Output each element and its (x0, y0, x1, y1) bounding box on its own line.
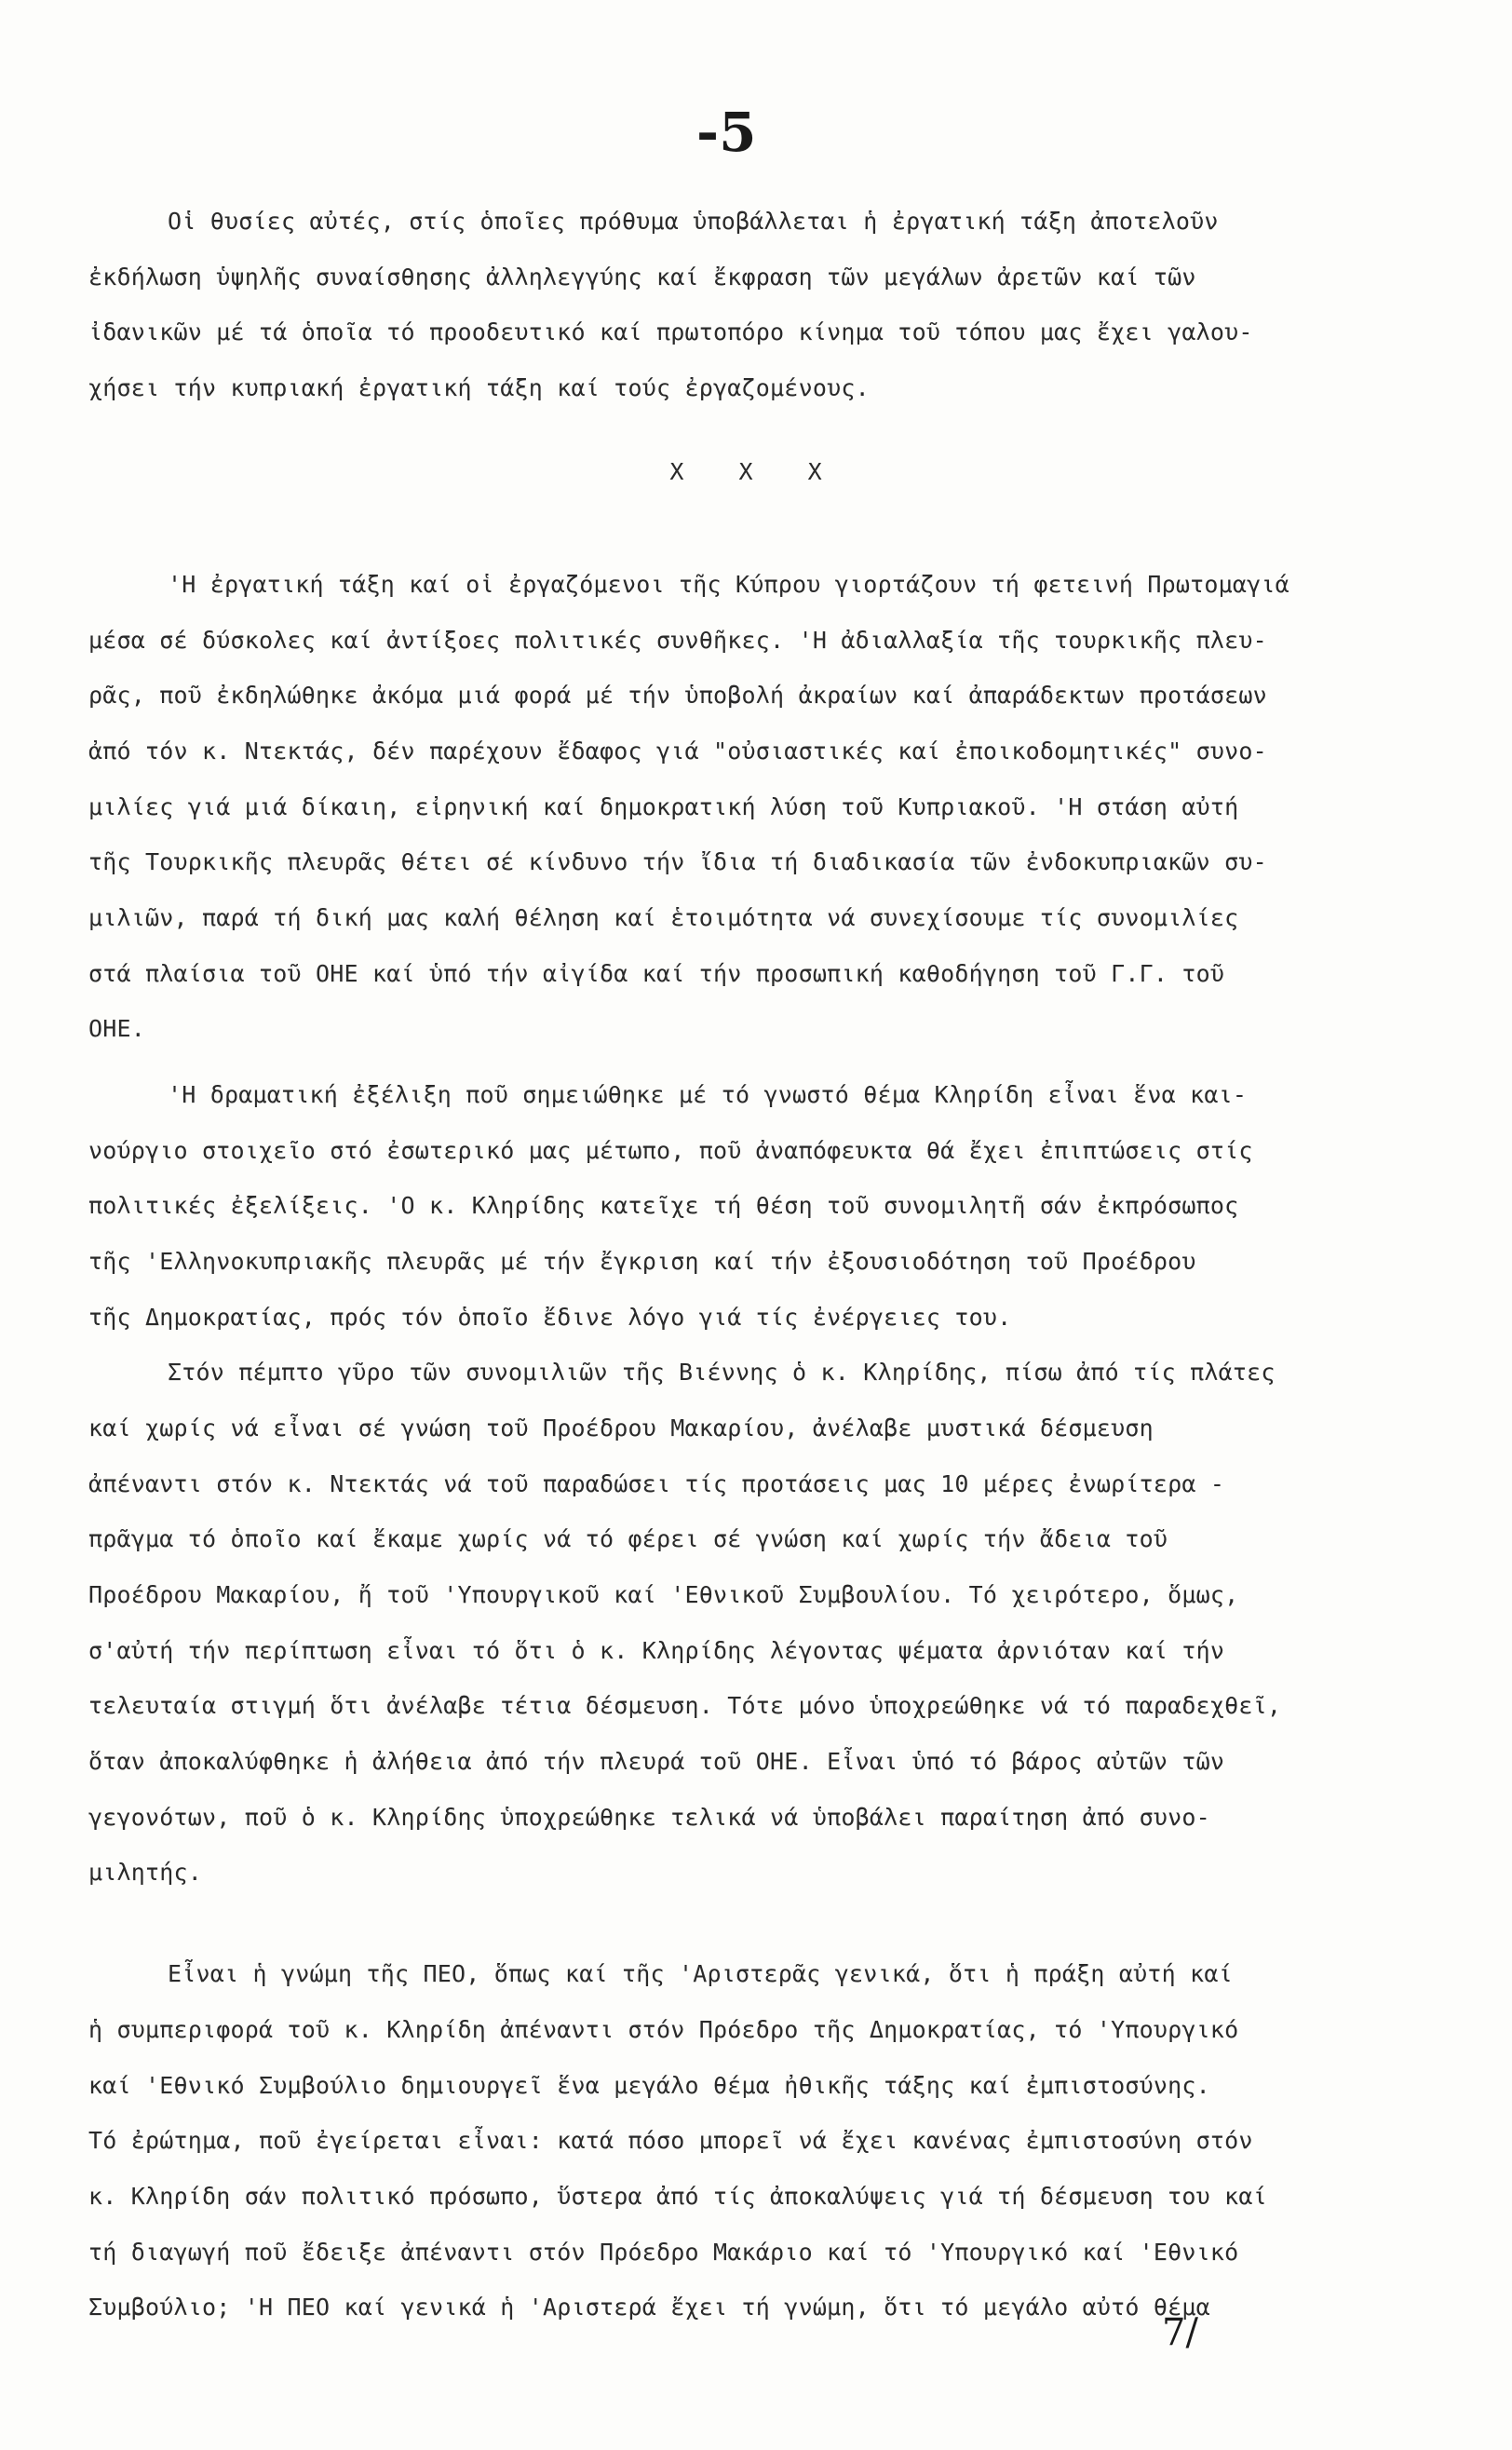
text-line: γεγονότων, ποῦ ὁ κ. Κληρίδης ὑποχρεώθηκε τελικά νά ὑποβάλει παραίτηση ἀπό συνο- (88, 1804, 1210, 1831)
text-line: ρᾶς, ποῦ ἐκδηλώθηκε ἀκόμα μιά φορά μέ τήν ὑποβολή ἀκραίων καί ἀπαράδεκτων προτάσεων (88, 682, 1267, 709)
text-line: καί χωρίς νά εἶναι σέ γνώση τοῦ Προέδρου Μακαρίου, ἀνέλαβε μυστικά δέσμευση (88, 1415, 1154, 1442)
text-line: μέσα σέ δύσκολες καί ἀντίξοες πολιτικές συνθῆκες. 'Η ἀδιαλλαξία τῆς τουρκικῆς πλευ- (88, 627, 1267, 654)
text-line: ἡ συμπεριφορά τοῦ κ. Κληρίδη ἀπέναντι στόν Πρόεδρο τῆς Δημοκρατίας, τό 'Υπουργικό (88, 2016, 1239, 2043)
text-line: μιλίες γιά μιά δίκαιη, εἰρηνική καί δημοκρατική λύση τοῦ Κυπριακοῦ. 'Η στάση αὐτή (88, 793, 1239, 820)
text-line: καί 'Εθνικό Συμβούλιο δημιουργεῖ ἕνα μεγάλο θέμα ἠθικῆς τάξης καί ἐμπιστοσύνης. (88, 2072, 1210, 2099)
text-line: τῆς Δημοκρατίας, πρός τόν ὁποῖο ἔδινε λόγο γιά τίς ἐνέργειες του. (88, 1304, 1012, 1331)
text-line: κ. Κληρίδη σάν πολιτικό πρόσωπο, ὕστερα ἀπό τίς ἀποκαλύψεις γιά τή δέσμευση του καί (88, 2183, 1267, 2210)
text-line: Προέδρου Μακαρίου, ἤ τοῦ 'Υπουργικοῦ καί 'Εθνικοῦ Συμβουλίου. Τό χειρότερο, ὅμως, (88, 1581, 1239, 1608)
text-line: μιλιῶν, παρά τή δική μας καλή θέληση καί ἑτοιμότητα νά συνεχίσουμε τίς συνομιλίες (88, 904, 1239, 931)
text-line: ἀπέναντι στόν κ. Ντεκτάς νά τοῦ παραδώσει τίς προτάσεις μας 10 μέρες ἐνωρίτερα - (88, 1470, 1225, 1497)
text-line: ὅταν ἀποκαλύφθηκε ἡ ἀλήθεια ἀπό τήν πλευρά τοῦ ΟΗΕ. Εἶναι ὑπό τό βάρος αὐτῶν τῶν (88, 1748, 1225, 1775)
text-line: μιλητής. (88, 1859, 203, 1886)
text-line: 'Η δραματική ἐξέλιξη ποῦ σημειώθηκε μέ τό γνωστό θέμα Κληρίδη εἶναι ἕνα και- (168, 1081, 1248, 1108)
text-line: τῆς Τουρκικῆς πλευρᾶς θέτει σέ κίνδυνο τήν ἴδια τή διαδικασία τῶν ἐνδοκυπριακῶν συ- (88, 848, 1267, 875)
text-line: ἰδανικῶν μέ τά ὁποῖα τό προοδευτικό καί πρωτοπόρο κίνημα τοῦ τόπου μας ἔχει γαλου- (88, 318, 1253, 345)
text-line: πρᾶγμα τό ὁποῖο καί ἔκαμε χωρίς νά τό φέρει σέ γνώση καί χωρίς τήν ἄδεια τοῦ (88, 1525, 1168, 1552)
text-line: στά πλαίσια τοῦ ΟΗΕ καί ὑπό τήν αἰγίδα καί τήν προσωπική καθοδήγηση τοῦ Γ.Γ. τοῦ (88, 960, 1225, 987)
section-separator: X X X (669, 458, 843, 485)
text-line: τῆς 'Ελληνοκυπριακῆς πλευρᾶς μέ τήν ἔγκριση καί τήν ἐξουσιοδότηση τοῦ Προέδρου (88, 1248, 1196, 1275)
text-line: σ'αὐτή τήν περίπτωση εἶναι τό ὅτι ὁ κ. Κληρίδης λέγοντας ψέματα ἀρνιόταν καί τήν (88, 1637, 1225, 1664)
text-line: Στόν πέμπτο γῦρο τῶν συνομιλιῶν τῆς Βιέννης ὁ κ. Κληρίδης, πίσω ἀπό τίς πλάτες (168, 1359, 1276, 1386)
text-line: Εἶναι ἡ γνώμη τῆς ΠΕΟ, ὅπως καί τῆς 'Αριστερᾶς γενικά, ὅτι ἡ πράξη αὐτή καί (168, 1960, 1233, 1987)
text-line: 'Η ἐργατική τάξη καί οἱ ἐργαζόμενοι τῆς Κύπρου γιορτάζουν τή φετεινή Πρωτομαγιά (168, 571, 1289, 598)
text-line: ἐκδήλωση ὑψηλῆς συναίσθησης ἀλληλεγγύης καί ἔκφραση τῶν μεγάλων ἀρετῶν καί τῶν (88, 264, 1196, 291)
text-line: τελευταία στιγμή ὅτι ἀνέλαβε τέτια δέσμευση. Τότε μόνο ὑποχρεώθηκε νά τό παραδεχθεῖ, (88, 1692, 1282, 1719)
continuation-mark: 7/ (1162, 2311, 1198, 2354)
text-line: Τό ἐρώτημα, ποῦ ἐγείρεται εἶναι: κατά πόσο μπορεῖ νά ἔχει κανένας ἐμπιστοσύνη στόν (88, 2127, 1253, 2154)
text-line: Συμβούλιο; 'Η ΠΕΟ καί γενικά ἡ 'Αριστερά ἔχει τή γνώμη, ὅτι τό μεγάλο αὐτό θέμα (88, 2294, 1210, 2321)
text-line: πολιτικές ἐξελίξεις. 'Ο κ. Κληρίδης κατεῖχε τή θέση τοῦ συνομιλητῆ σάν ἐκπρόσωπος (88, 1192, 1239, 1219)
text-line: τή διαγωγή ποῦ ἔδειξε ἀπέναντι στόν Πρόεδρο Μακάριο καί τό 'Υπουργικό καί 'Εθνικό (88, 2239, 1239, 2266)
page-number: -5 (696, 101, 757, 164)
text-line: Οἱ θυσίες αὐτές, στίς ὁποῖες πρόθυμα ὑποβάλλεται ἡ ἐργατική τάξη ἀποτελοῦν (168, 208, 1219, 235)
text-line: χήσει τήν κυπριακή ἐργατική τάξη καί τούς ἐργαζομένους. (88, 374, 870, 401)
text-line: ἀπό τόν κ. Ντεκτάς, δέν παρέχουν ἔδαφος γιά "οὐσιαστικές καί ἐποικοδομητικές" συνο- (88, 738, 1267, 765)
text-line: ΟΗΕ. (88, 1015, 146, 1042)
text-line: νούργιο στοιχεῖο στό ἐσωτερικό μας μέτωπο, ποῦ ἀναπόφευκτα θά ἔχει ἐπιπτώσεις στίς (88, 1137, 1253, 1164)
